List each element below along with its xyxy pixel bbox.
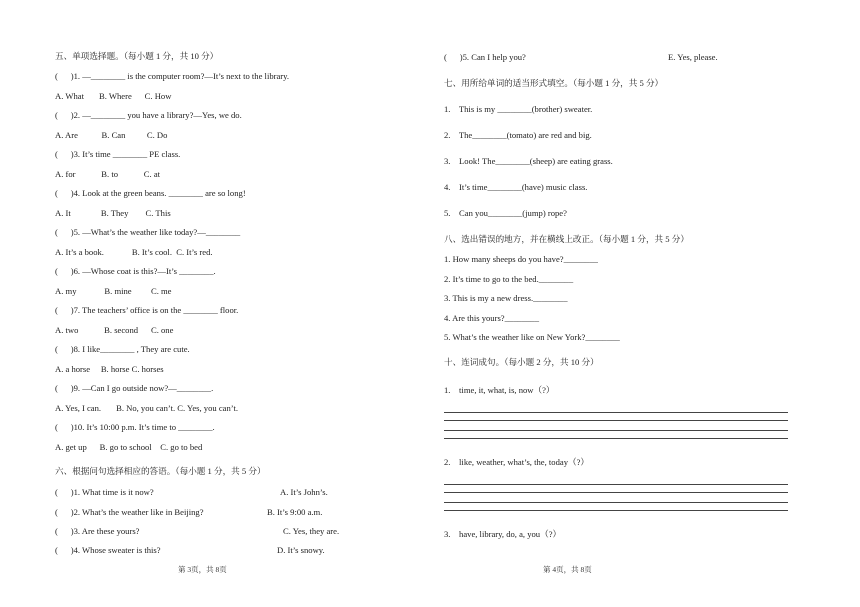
question-3: ( )3. It’s time ________ PE class. bbox=[55, 149, 181, 159]
answer-line bbox=[444, 510, 788, 511]
section-6-title: 六、根据问句选择相应的答语。（每小题 1 分，共 5 分） bbox=[55, 466, 266, 476]
question-8-options: A. a horse B. horse C. horses bbox=[55, 364, 164, 374]
error-question-3: 3. This is my a new dress.________ bbox=[444, 293, 568, 303]
question-8: ( )8. I like________ , They are cute. bbox=[55, 344, 190, 354]
question-2: ( )2. —________ you have a library?—Yes, we do. bbox=[55, 110, 242, 120]
section-8-title: 八、选出错误的地方，并在横线上改正。（每小题 1 分，共 5 分） bbox=[444, 234, 689, 244]
question-2-options: A. Are B. Can C. Do bbox=[55, 130, 168, 140]
answer-line bbox=[444, 438, 788, 439]
match-question-2: ( )2. What’s the weather like in Beijing? bbox=[55, 507, 204, 517]
question-3-options: A. for B. to C. at bbox=[55, 169, 161, 179]
question-1: ( )1. —________ is the computer room?—It’s next to the library. bbox=[55, 71, 290, 81]
answer-line bbox=[444, 484, 788, 485]
error-question-2: 2. It’s time to go to the bed.________ bbox=[444, 274, 574, 284]
sentence-question-2: 2. like, weather, what’s, the, today（?） bbox=[444, 457, 589, 467]
error-question-5: 5. What’s the weather like on New York?________ bbox=[444, 332, 620, 342]
question-5: ( )5. —What’s the weather like today?—________ bbox=[55, 227, 241, 237]
question-7: ( )7. The teachers’ office is on the ________ floor. bbox=[55, 305, 239, 315]
question-7-options: A. two B. second C. one bbox=[55, 325, 174, 335]
page-footer-right: 第 4页，共 8页 bbox=[543, 565, 592, 574]
question-9-options: A. Yes, I can. B. No, you can’t. C. Yes, you can’t. bbox=[55, 403, 239, 413]
question-4-options: A. It B. They C. This bbox=[55, 208, 171, 218]
fill-question-4: 4. It’s time________(have) music class. bbox=[444, 182, 588, 192]
fill-question-2: 2. The________(tomato) are red and big. bbox=[444, 130, 592, 140]
fill-question-1: 1. This is my ________(brother) sweater. bbox=[444, 104, 593, 114]
section-10-title: 十、连词成句。（每小题 2 分，共 10 分） bbox=[444, 357, 599, 367]
match-answer-c: C. Yes, they are. bbox=[283, 526, 340, 536]
error-question-1: 1. How many sheeps do you have?________ bbox=[444, 254, 598, 264]
question-10: ( )10. It’s 10:00 p.m. It’s time to ________. bbox=[55, 422, 215, 432]
fill-question-5: 5. Can you________(jump) rope? bbox=[444, 208, 567, 218]
page-footer-left: 第 3页，共 8页 bbox=[178, 565, 227, 574]
question-4: ( )4. Look at the green beans. ________ are so long! bbox=[55, 188, 246, 198]
match-question-3: ( )3. Are these yours? bbox=[55, 526, 140, 536]
answer-line bbox=[444, 502, 788, 503]
question-1-options: A. What B. Where C. How bbox=[55, 91, 172, 101]
answer-line bbox=[444, 430, 788, 431]
section-7-title: 七、用所给单词的适当形式填空。（每小题 1 分，共 5 分） bbox=[444, 78, 664, 88]
match-question-5: ( )5. Can I help you? bbox=[444, 52, 526, 62]
match-answer-e: E. Yes, please. bbox=[668, 52, 718, 62]
answer-line bbox=[444, 420, 788, 421]
section-5-title: 五、单项选择题。（每小题 1 分，共 10 分） bbox=[55, 51, 219, 61]
sentence-question-1: 1. time, it, what, is, now（?） bbox=[444, 385, 555, 395]
question-9: ( )9. —Can I go outside now?—________. bbox=[55, 383, 214, 393]
question-6: ( )6. —Whose coat is this?—It’s ________. bbox=[55, 266, 216, 276]
answer-line bbox=[444, 412, 788, 413]
sentence-question-3: 3. have, library, do, a, you（?） bbox=[444, 529, 562, 539]
error-question-4: 4. Are this yours?________ bbox=[444, 313, 540, 323]
answer-line bbox=[444, 492, 788, 493]
question-10-options: A. get up B. go to school C. go to bed bbox=[55, 442, 203, 452]
match-question-4: ( )4. Whose sweater is this? bbox=[55, 545, 161, 555]
question-6-options: A. my B. mine C. me bbox=[55, 286, 172, 296]
question-5-options: A. It’s a book. B. It’s cool. C. It’s red. bbox=[55, 247, 213, 257]
match-answer-b: B. It’s 9:00 a.m. bbox=[267, 507, 323, 517]
match-question-1: ( )1. What time is it now? bbox=[55, 487, 154, 497]
fill-question-3: 3. Look! The________(sheep) are eating grass. bbox=[444, 156, 613, 166]
match-answer-d: D. It’s snowy. bbox=[277, 545, 325, 555]
match-answer-a: A. It’s John’s. bbox=[280, 487, 328, 497]
